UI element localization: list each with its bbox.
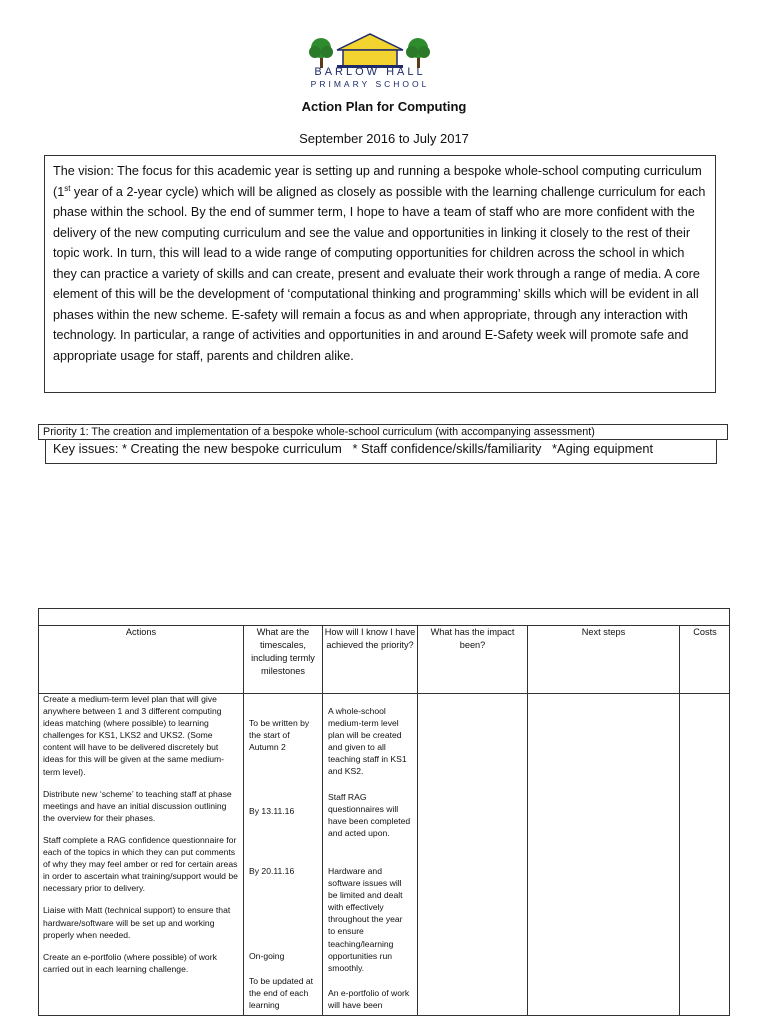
schoolhouse-icon [337, 34, 403, 68]
vision-text: The vision: The focus for this academic year is setting up and running a bespoke whole-school computing curriculum (1 [53, 164, 702, 199]
timescale-item: On-going [249, 951, 285, 961]
header-actions: Actions [125, 627, 157, 637]
action-item: Staff complete a RAG confidence questionnaire for each of the topics in which they can put comments of why they may feel amber or red for certain areas in order to ascertain what training/support would be necessary prior to delivery. [43, 834, 238, 894]
page-subtitle: September 2016 to July 2017 [299, 131, 469, 146]
tree-right-icon [406, 38, 430, 68]
vision-text-cont: year of a 2-year cycle) which will be aligned as closely as possible with the learning challenge curriculum for each phase within the school. By the end of summer term, I hope to have a team of staff who are more confident with the delivery of the new computing curriculum and see the value and opportunities in linking it closely to the rest of their topic work. In turn, this will lead to a wide range of computing opportunities for children across the school in which they can practice a variety of skills and can create, present and evaluate their work through a range of media. A core element of this will be the development of ‘computational thinking and programming’ skills which will be evident in all phases within the new scheme. E-safety will remain a focus as and when appropriate, through any interaction with technology. In particular, a range of activities and opportunities in and around E-Safety week will promote safe and appropriate usage for staff, parents and children alike. [53, 184, 706, 363]
success-item: Hardware and software issues will be limited and dealt with effectively throughout the year to ensure teaching/learning opportunities run smoothly. [328, 866, 403, 973]
action-item: Create a medium-term level plan that will give anywhere between 1 and 3 different computing ideas matching (where possible) to learning challenges for KS1, LKS2 and UKS2. (Some content will have to be delivered discretely but ideas for this will be given at the same medium-term level). [43, 694, 225, 777]
action-item: Distribute new ‘scheme’ to teaching staff at phase meetings and have an initial discussion outlining the overview for their phases. [43, 788, 232, 823]
vision-sup: st [64, 183, 71, 193]
action-plan-table [38, 608, 730, 1016]
action-item: Liaise with Matt (technical support) to ensure that hardware/software will be set up and working properly when needed. [43, 905, 231, 940]
table-top-row [39, 609, 729, 626]
header-impact: What has the impact been? [430, 627, 515, 650]
header-next-steps: Next steps [581, 627, 626, 637]
success-item: A whole-school medium-term level plan will be created and given to all teaching staff in KS1 and KS2. [328, 706, 407, 777]
key-issues-row: Key issues: * Creating the new bespoke curriculum * Staff confidence/skills/familiarity *Aging equipment [45, 439, 717, 464]
actions-cell [43, 693, 239, 985]
page-title: Action Plan for Computing [301, 99, 467, 114]
header-costs: Costs [693, 627, 717, 637]
col-divider [243, 625, 244, 1015]
header-timescales: What are the timescales, including termly milestones [251, 627, 315, 676]
tree-left-icon [309, 38, 333, 68]
school-name: BARLOW HALL [314, 66, 426, 78]
vision-box [44, 155, 716, 393]
timescale-item: To be updated at the end of each learning [249, 976, 314, 1011]
timescale-item: By 13.11.16 [249, 806, 295, 816]
timescale-item: To be written by the start of Autumn 2 [249, 718, 310, 753]
timescale-item: By 20.11.16 [249, 866, 295, 876]
action-item: Create an e-portfolio (where possible) of work carried out in each learning challenge. [43, 951, 217, 974]
success-item: An e-portfolio of work will have been [328, 988, 410, 1011]
success-item: Staff RAG questionnaires will have been completed and acted upon. [328, 792, 411, 839]
school-subtitle: PRIMARY SCHOOL [310, 79, 430, 89]
priority-row: Priority 1: The creation and implementation of a bespoke whole-school curriculum (with accompanying assessment) [38, 424, 728, 440]
header-success: How will I know I have achieved the priority? [324, 627, 416, 650]
